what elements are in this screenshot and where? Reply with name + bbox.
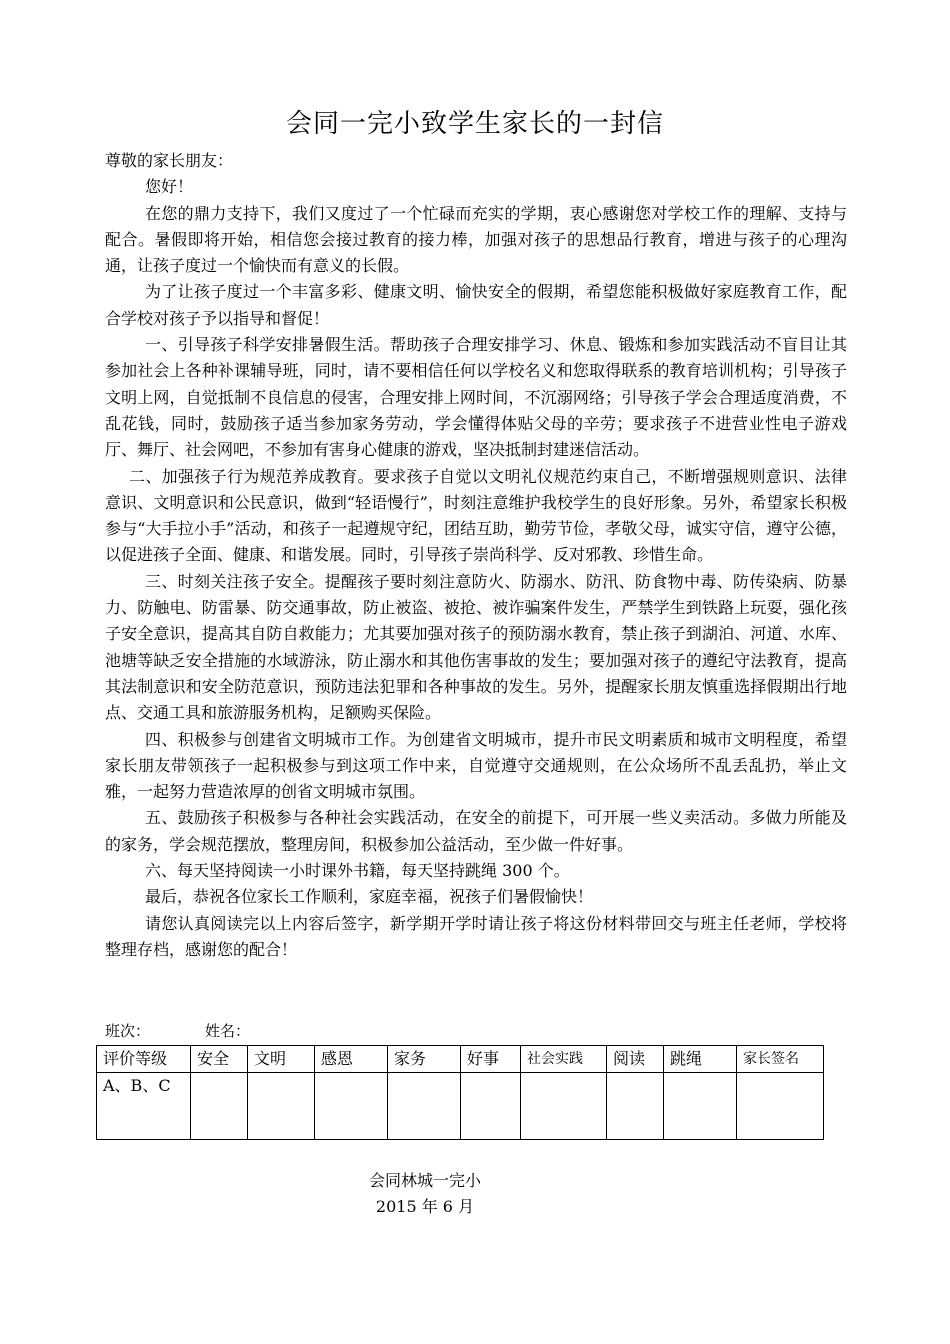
table-header-row [97,1046,824,1073]
class-label: 班次： [105,1022,151,1040]
gratitude-cell[interactable] [315,1073,388,1140]
header-cell: 社会实践 [521,1046,607,1073]
jump-rope-cell[interactable] [664,1073,737,1140]
letter-footer [0,1168,850,1220]
header-cell: 阅读 [607,1046,664,1073]
name-label: 姓名： [205,1022,251,1040]
reading-cell[interactable] [607,1073,664,1140]
header-cell: 家长签名 [737,1046,824,1073]
paragraph-item-6: 六、每天坚持阅读一小时课外书籍，每天坚持跳绳 300 个。 [145,861,570,881]
header-cell: 文明 [248,1046,315,1073]
paragraph-item-2: 二、加强孩子行为规范养成教育。要求孩子自觉以文明礼仪规范约束自己，不断增强规则意识、法律意识、文明意识和公民意识，做到“轻语慢行”，时刻注意维护我校学生的良好形象。另外，希望家长积极参与“大手拉小手”活动，和孩子一起遵规守纪，团结互助，勤劳节俭，孝敬父母，诚实守信，遵守公德，以促进孩子全面、健康、和谐发展。同时，引导孩子崇尚科学、反对邪教、珍惜生命。 [105,466,847,565]
paragraph-purpose: 为了让孩子度过一个丰富多彩、健康文明、愉快安全的假期，希望您能积极做好家庭教育工作，配合学校对孩子予以指导和督促！ [105,282,847,328]
school-name: 会同林城一完小 [368,1171,481,1190]
housework-cell[interactable] [388,1073,461,1140]
evaluation-table [96,1045,824,1140]
letter-title: 会同一完小致学生家长的一封信 [285,109,664,139]
parent-signature-cell[interactable] [737,1073,824,1140]
paragraph-item-5: 五、鼓励孩子积极参与各种社会实践活动，在安全的前提下，可开展一些义卖活动。多做力所能及的家务，学会规范摆放，整理房间，积极参加公益活动，至少做一件好事。 [105,808,847,854]
paragraph-intro: 在您的鼎力支持下，我们又度过了一个忙碌而充实的学期，衷心感谢您对学校工作的理解、支持与配合。暑假即将开始，相信您会接过教育的接力棒，加强对孩子的思想品行教育，增进与孩子的心理沟通，让孩子度过一个愉快而有意义的长假。 [105,203,847,276]
class-name-row [105,1020,250,1042]
civility-cell[interactable] [248,1073,315,1140]
header-cell: 安全 [191,1046,248,1073]
good-deed-cell[interactable] [461,1073,521,1140]
safety-cell[interactable] [191,1073,248,1140]
header-cell: 好事 [461,1046,521,1073]
paragraph-closing: 最后，恭祝各位家长工作顺利，家庭幸福，祝孩子们暑假愉快！ [145,887,594,907]
paragraph-instruction: 请您认真阅读完以上内容后签字，新学期开学时请让孩子将这份材料带回交与班主任老师，学校将整理存档，感谢您的配合！ [105,913,847,959]
letter-body [105,148,847,963]
paragraph-item-4: 四、积极参与创建省文明城市工作。为创建省文明城市，提升市民文明素质和城市文明程度，希望家长朋友带领孩子一起积极参与到这项工作中来，自觉遵守交通规则，在公众场所不乱丢乱扔，举止文雅，一起努力营造浓厚的创省文明城市氛围。 [105,729,847,802]
social-practice-cell[interactable] [521,1073,607,1140]
letter-date: 2015 年 6 月 [375,1197,475,1216]
paragraph-item-3: 三、时刻关注孩子安全。提醒孩子要时刻注意防火、防溺水、防汛、防食物中毒、防传染病、防暴力、防触电、防雷暴、防交通事故，防止被盗、被抢、被诈骗案件发生，严禁学生到铁路上玩耍，强化孩子安全意识，提高其自防自救能力；尤其要加强对孩子的预防溺水教育，禁止孩子到湖泊、河道、水库、池塘等缺乏安全措施的水域游泳，防止溺水和其他伤害事故的发生；要加强对孩子的遵纪守法教育，提高其法制意识和安全防范意识，预防违法犯罪和各种事故的发生。另外，提醒家长朋友慎重选择假期出行地点、交通工具和旅游服务机构，足额购买保险。 [105,571,847,723]
header-cell: 评价等级 [97,1046,191,1073]
paragraph-item-1: 一、引导孩子科学安排暑假生活。帮助孩子合理安排学习、休息、锻炼和参加实践活动不盲目让其参加社会上各种补课辅导班，同时，请不要相信任何以学校名义和您取得联系的教育培训机构；引导孩子文明上网，自觉抵制不良信息的侵害，合理安排上网时间，不沉溺网络；引导孩子学会合理适度消费，不乱花钱，同时，鼓励孩子适当参加家务劳动，学会懂得体贴父母的辛劳；要求孩子不进营业性电子游戏厅、舞厅、社会网吧，不参加有害身心健康的游戏，坚决抵制封建迷信活动。 [105,335,847,460]
header-cell: 感恩 [315,1046,388,1073]
grade-options: A、B、C [97,1073,191,1140]
salutation: 您好！ [145,177,194,197]
greeting: 尊敬的家长朋友： [105,151,234,170]
header-cell: 家务 [388,1046,461,1073]
header-cell: 跳绳 [664,1046,737,1073]
table-value-row [97,1073,824,1140]
